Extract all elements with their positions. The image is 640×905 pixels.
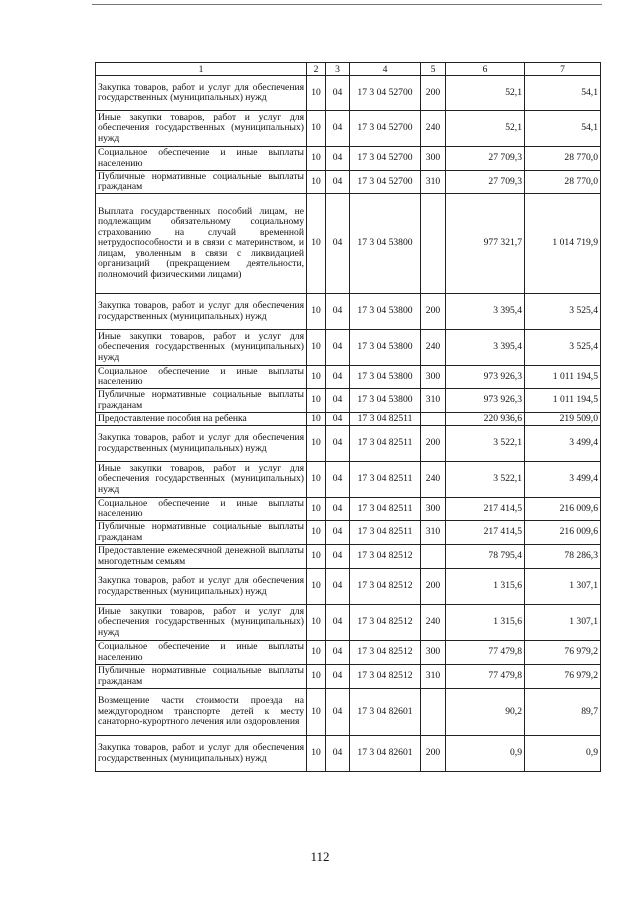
section-code-cell: 10 — [307, 641, 326, 665]
table-row — [96, 689, 601, 736]
expense-type-cell: 240 — [421, 330, 446, 366]
section-code-cell: 10 — [307, 389, 326, 413]
section-code-cell: 10 — [307, 665, 326, 689]
target-article-cell: 17 3 04 52700 — [350, 111, 421, 147]
target-article-cell: 17 3 04 53800 — [350, 330, 421, 366]
expense-type-cell: 310 — [421, 171, 446, 194]
header-cell-2: 2 — [307, 63, 326, 76]
expense-type-cell: 240 — [421, 605, 446, 641]
row-name-cell: Публичные нормативные социальные выплаты гражданам — [96, 389, 307, 413]
table-row — [96, 736, 601, 772]
expense-type-cell: 300 — [421, 366, 446, 389]
target-article-cell: 17 3 04 52700 — [350, 147, 421, 171]
target-article-cell: 17 3 04 82511 — [350, 413, 421, 426]
row-name-cell: Публичные нормативные социальные выплаты гражданам — [96, 665, 307, 689]
section-code-cell: 10 — [307, 413, 326, 426]
section-code-cell: 10 — [307, 147, 326, 171]
section-code-cell: 10 — [307, 462, 326, 498]
amount-col6-cell: 217 414,5 — [446, 521, 525, 545]
amount-col6-cell: 78 795,4 — [446, 545, 525, 569]
section-code-cell: 10 — [307, 366, 326, 389]
section-code-cell: 10 — [307, 76, 326, 111]
amount-col7-cell: 1 307,1 — [525, 605, 601, 641]
amount-col6-cell: 973 926,3 — [446, 366, 525, 389]
expense-type-cell: 200 — [421, 426, 446, 462]
row-name-cell: Публичные нормативные социальные выплаты гражданам — [96, 521, 307, 545]
amount-col7-cell: 0,9 — [525, 736, 601, 772]
amount-col7-cell: 76 979,2 — [525, 665, 601, 689]
subsection-code-cell: 04 — [326, 569, 350, 605]
target-article-cell: 17 3 04 82601 — [350, 689, 421, 736]
expense-type-cell: 240 — [421, 462, 446, 498]
expense-type-cell: 200 — [421, 569, 446, 605]
row-name-cell: Социальное обеспечение и иные выплаты населению — [96, 498, 307, 521]
section-code-cell: 10 — [307, 605, 326, 641]
page-number: 112 — [310, 849, 330, 864]
subsection-code-cell: 04 — [326, 689, 350, 736]
section-code-cell: 10 — [307, 111, 326, 147]
amount-col6-cell: 27 709,3 — [446, 147, 525, 171]
subsection-code-cell: 04 — [326, 76, 350, 111]
amount-col6-cell: 90,2 — [446, 689, 525, 736]
amount-col6-cell: 3 522,1 — [446, 462, 525, 498]
target-article-cell: 17 3 04 82511 — [350, 426, 421, 462]
target-article-cell: 17 3 04 52700 — [350, 171, 421, 194]
subsection-code-cell: 04 — [326, 330, 350, 366]
row-name-cell: Закупка товаров, работ и услуг для обеспечения государственных (муниципальных) нужд — [96, 76, 307, 111]
table-row — [96, 76, 601, 111]
header-cell-4: 4 — [350, 63, 421, 76]
table-row — [96, 389, 601, 413]
header-cell-3: 3 — [326, 63, 350, 76]
target-article-cell: 17 3 04 82512 — [350, 605, 421, 641]
target-article-cell: 17 3 04 53800 — [350, 366, 421, 389]
subsection-code-cell: 04 — [326, 521, 350, 545]
amount-col7-cell: 219 509,0 — [525, 413, 601, 426]
amount-col6-cell: 3 522,1 — [446, 426, 525, 462]
row-name-cell: Возмещение части стоимости проезда на междугородном транспорте детей к месту санаторно-курортного лечения или оздоровления — [96, 689, 307, 736]
row-name-cell: Закупка товаров, работ и услуг для обеспечения государственных (муниципальных) нужд — [96, 294, 307, 330]
subsection-code-cell: 04 — [326, 171, 350, 194]
amount-col6-cell: 977 321,7 — [446, 194, 525, 294]
amount-col6-cell: 1 315,6 — [446, 605, 525, 641]
expense-type-cell: 310 — [421, 389, 446, 413]
table-row — [96, 194, 601, 294]
row-name-cell: Закупка товаров, работ и услуг для обеспечения государственных (муниципальных) нужд — [96, 426, 307, 462]
amount-col6-cell: 77 479,8 — [446, 641, 525, 665]
header-cell-7: 7 — [525, 63, 601, 76]
section-code-cell: 10 — [307, 545, 326, 569]
amount-col6-cell: 973 926,3 — [446, 389, 525, 413]
subsection-code-cell: 04 — [326, 111, 350, 147]
subsection-code-cell: 04 — [326, 147, 350, 171]
subsection-code-cell: 04 — [326, 605, 350, 641]
header-cell-6: 6 — [446, 63, 525, 76]
subsection-code-cell: 04 — [326, 194, 350, 294]
amount-col7-cell: 89,7 — [525, 689, 601, 736]
table-row — [96, 413, 601, 426]
amount-col7-cell: 1 014 719,9 — [525, 194, 601, 294]
subsection-code-cell: 04 — [326, 545, 350, 569]
target-article-cell: 17 3 04 82512 — [350, 569, 421, 605]
amount-col6-cell: 3 395,4 — [446, 330, 525, 366]
table-row — [96, 569, 601, 605]
subsection-code-cell: 04 — [326, 426, 350, 462]
target-article-cell: 17 3 04 53800 — [350, 294, 421, 330]
subsection-code-cell: 04 — [326, 641, 350, 665]
table-row — [96, 545, 601, 569]
table-row — [96, 294, 601, 330]
table-row — [96, 521, 601, 545]
subsection-code-cell: 04 — [326, 736, 350, 772]
subsection-code-cell: 04 — [326, 462, 350, 498]
subsection-code-cell: 04 — [326, 665, 350, 689]
row-name-cell: Социальное обеспечение и иные выплаты населению — [96, 641, 307, 665]
row-name-cell: Иные закупки товаров, работ и услуг для обеспечения государственных (муниципальных) нужд — [96, 111, 307, 147]
row-name-cell: Выплата государственных пособий лицам, не подлежащим обязательному социальному страхованию на случай временной нетрудоспособности и в связи с материнством, и лицам, уволенным в связи с ликвидацией организаций (прекращением деятельности, полномочий физическими лицами) — [96, 194, 307, 294]
section-code-cell: 10 — [307, 171, 326, 194]
header-cell-1: 1 — [96, 63, 307, 76]
top-rule — [92, 4, 602, 5]
expense-type-cell: 300 — [421, 498, 446, 521]
table-row — [96, 498, 601, 521]
amount-col7-cell: 1 307,1 — [525, 569, 601, 605]
target-article-cell: 17 3 04 82601 — [350, 736, 421, 772]
amount-col7-cell: 76 979,2 — [525, 641, 601, 665]
row-name-cell: Иные закупки товаров, работ и услуг для обеспечения государственных (муниципальных) нужд — [96, 462, 307, 498]
amount-col6-cell: 52,1 — [446, 76, 525, 111]
amount-col6-cell: 217 414,5 — [446, 498, 525, 521]
amount-col7-cell: 28 770,0 — [525, 147, 601, 171]
table-row — [96, 641, 601, 665]
amount-col6-cell: 27 709,3 — [446, 171, 525, 194]
subsection-code-cell: 04 — [326, 498, 350, 521]
expense-type-cell — [421, 689, 446, 736]
target-article-cell: 17 3 04 82511 — [350, 521, 421, 545]
section-code-cell: 10 — [307, 689, 326, 736]
subsection-code-cell: 04 — [326, 389, 350, 413]
amount-col7-cell: 3 499,4 — [525, 426, 601, 462]
amount-col7-cell: 78 286,3 — [525, 545, 601, 569]
table-row — [96, 426, 601, 462]
row-name-cell: Публичные нормативные социальные выплаты гражданам — [96, 171, 307, 194]
expense-type-cell: 310 — [421, 665, 446, 689]
expense-type-cell — [421, 194, 446, 294]
table-row — [96, 366, 601, 389]
section-code-cell: 10 — [307, 426, 326, 462]
section-code-cell: 10 — [307, 294, 326, 330]
section-code-cell: 10 — [307, 330, 326, 366]
subsection-code-cell: 04 — [326, 413, 350, 426]
amount-col7-cell: 54,1 — [525, 111, 601, 147]
target-article-cell: 17 3 04 53800 — [350, 389, 421, 413]
table-row — [96, 147, 601, 171]
section-code-cell: 10 — [307, 498, 326, 521]
row-name-cell: Иные закупки товаров, работ и услуг для обеспечения государственных (муниципальных) нужд — [96, 605, 307, 641]
section-code-cell: 10 — [307, 194, 326, 294]
target-article-cell: 17 3 04 53800 — [350, 194, 421, 294]
target-article-cell: 17 3 04 82512 — [350, 665, 421, 689]
amount-col6-cell: 3 395,4 — [446, 294, 525, 330]
amount-col6-cell: 220 936,6 — [446, 413, 525, 426]
expense-type-cell — [421, 413, 446, 426]
section-code-cell: 10 — [307, 569, 326, 605]
header-cell-5: 5 — [421, 63, 446, 76]
table-row — [96, 462, 601, 498]
amount-col7-cell: 3 525,4 — [525, 330, 601, 366]
expense-type-cell: 300 — [421, 147, 446, 171]
table-row — [96, 111, 601, 147]
target-article-cell: 17 3 04 82512 — [350, 641, 421, 665]
row-name-cell: Иные закупки товаров, работ и услуг для обеспечения государственных (муниципальных) нужд — [96, 330, 307, 366]
target-article-cell: 17 3 04 82512 — [350, 545, 421, 569]
subsection-code-cell: 04 — [326, 294, 350, 330]
row-name-cell: Социальное обеспечение и иные выплаты населению — [96, 366, 307, 389]
expense-type-cell: 200 — [421, 736, 446, 772]
table-row — [96, 605, 601, 641]
row-name-cell: Предоставление пособия на ребенка — [96, 413, 307, 426]
amount-col6-cell: 52,1 — [446, 111, 525, 147]
target-article-cell: 17 3 04 82511 — [350, 498, 421, 521]
row-name-cell: Закупка товаров, работ и услуг для обеспечения государственных (муниципальных) нужд — [96, 569, 307, 605]
amount-col7-cell: 3 525,4 — [525, 294, 601, 330]
row-name-cell: Закупка товаров, работ и услуг для обеспечения государственных (муниципальных) нужд — [96, 736, 307, 772]
amount-col7-cell: 54,1 — [525, 76, 601, 111]
row-name-cell: Социальное обеспечение и иные выплаты населению — [96, 147, 307, 171]
amount-col7-cell: 3 499,4 — [525, 462, 601, 498]
header-row — [96, 63, 601, 76]
subsection-code-cell: 04 — [326, 366, 350, 389]
expense-type-cell: 200 — [421, 76, 446, 111]
amount-col6-cell: 1 315,6 — [446, 569, 525, 605]
amount-col7-cell: 1 011 194,5 — [525, 366, 601, 389]
expense-type-cell: 240 — [421, 111, 446, 147]
budget-table — [95, 62, 601, 772]
amount-col7-cell: 216 009,6 — [525, 521, 601, 545]
expense-type-cell: 300 — [421, 641, 446, 665]
expense-type-cell: 200 — [421, 294, 446, 330]
table-row — [96, 171, 601, 194]
amount-col7-cell: 28 770,0 — [525, 171, 601, 194]
section-code-cell: 10 — [307, 736, 326, 772]
table-row — [96, 665, 601, 689]
row-name-cell: Предоставление ежемесячной денежной выплаты многодетным семьям — [96, 545, 307, 569]
section-code-cell: 10 — [307, 521, 326, 545]
target-article-cell: 17 3 04 82511 — [350, 462, 421, 498]
target-article-cell: 17 3 04 52700 — [350, 76, 421, 111]
amount-col6-cell: 0,9 — [446, 736, 525, 772]
expense-type-cell: 310 — [421, 521, 446, 545]
table-body — [96, 76, 601, 772]
expense-type-cell — [421, 545, 446, 569]
amount-col6-cell: 77 479,8 — [446, 665, 525, 689]
amount-col7-cell: 1 011 194,5 — [525, 389, 601, 413]
table-row — [96, 330, 601, 366]
amount-col7-cell: 216 009,6 — [525, 498, 601, 521]
